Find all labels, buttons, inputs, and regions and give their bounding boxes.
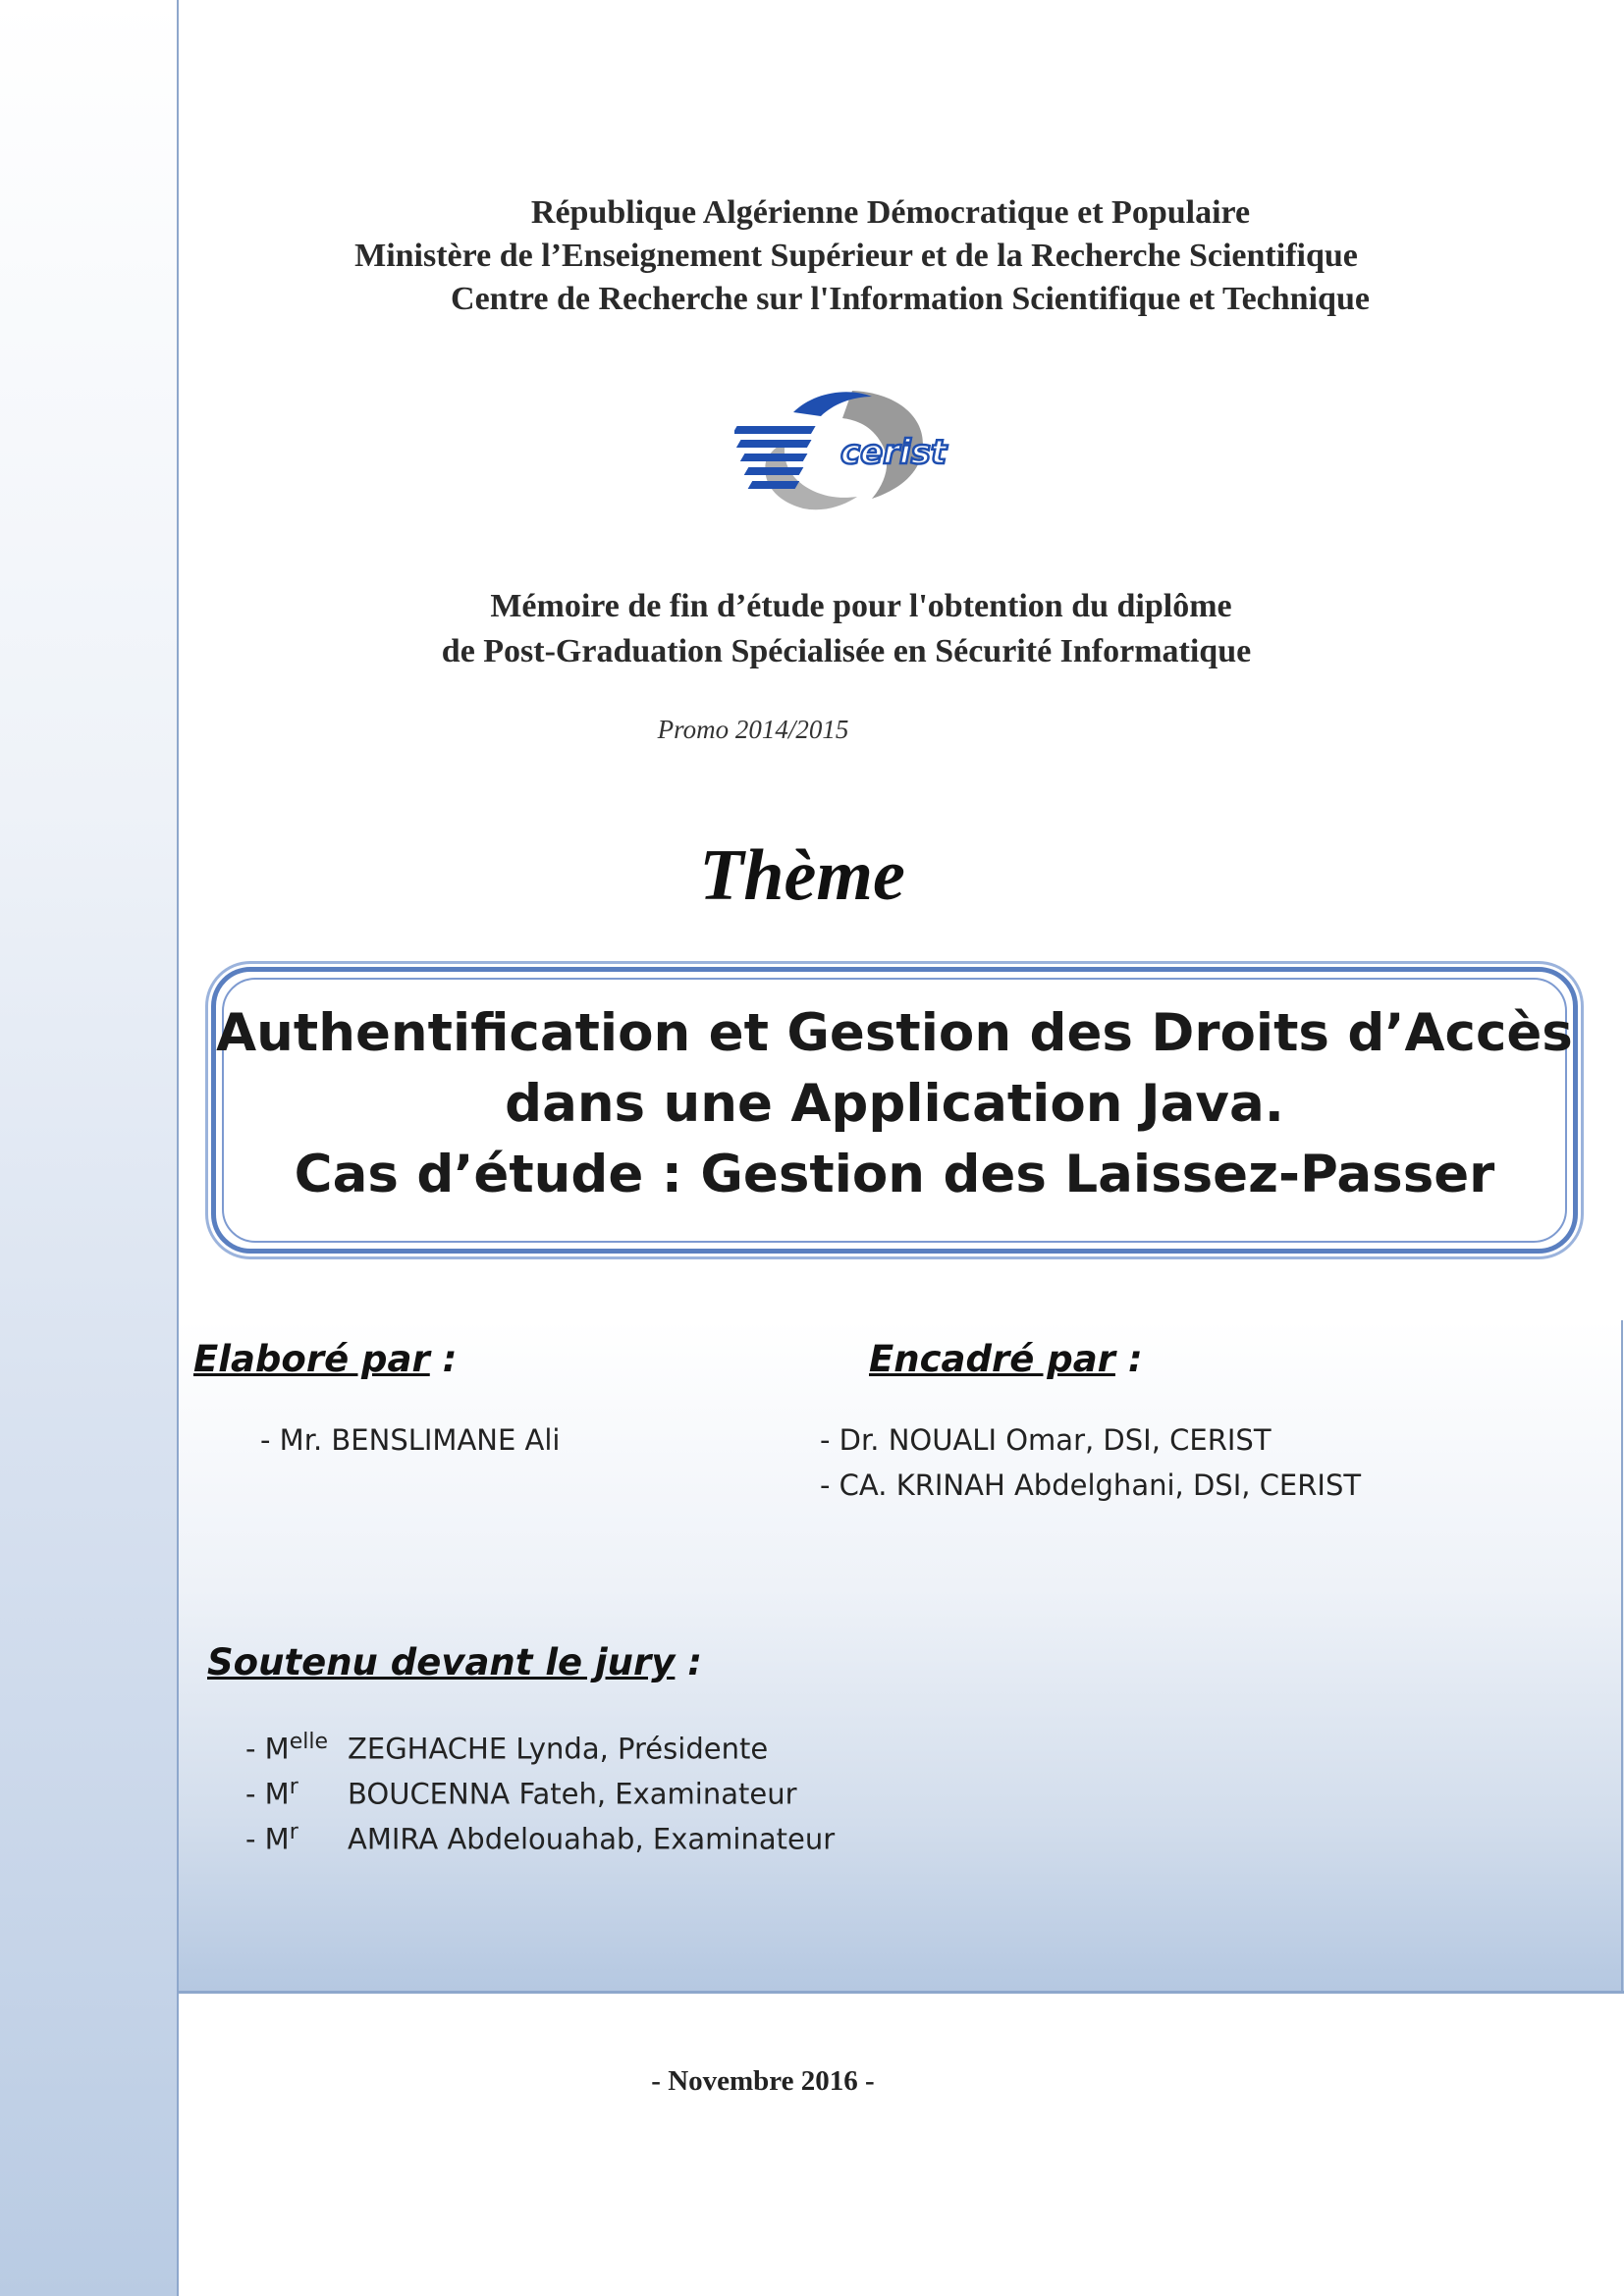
memoire-description [177, 584, 1624, 674]
elabore-label-suffix: : [429, 1338, 458, 1380]
header-line-2: Ministère de l’Enseignement Supérieur et de la Recherche Scientifique [354, 238, 1358, 274]
jury-member-name: ZEGHACHE Lynda, Présidente [348, 1732, 769, 1766]
jury-label-suffix: : [675, 1641, 703, 1683]
thesis-title-line-3: Cas d’étude : Gestion des Laissez-Passer [294, 1145, 1495, 1204]
encadre-label-text: Encadré par [869, 1338, 1115, 1380]
thesis-title-line-2: dans une Application Java. [505, 1074, 1284, 1134]
left-gradient-band [0, 0, 179, 2296]
jury-label [207, 1641, 702, 1683]
defense-date: - Novembre 2016 - [651, 2065, 875, 2097]
encadre-label-suffix: : [1114, 1338, 1143, 1380]
jury-member-title-sup: r [289, 1820, 298, 1844]
supervisor-2: - CA. KRINAH Abdelghani, DSI, CERIST [820, 1468, 1362, 1502]
memoire-line-2: de Post-Graduation Spécialisée en Sécurité Informatique [441, 633, 1252, 669]
author-name: - Mr. BENSLIMANE Ali [260, 1423, 561, 1457]
right-edge-line [1621, 1320, 1623, 1991]
thesis-title [211, 998, 1578, 1210]
supervisor-1: - Dr. NOUALI Omar, DSI, CERIST [820, 1423, 1272, 1457]
jury-member-name: AMIRA Abdelouahab, Examinateur [348, 1822, 836, 1856]
elabore-label [193, 1338, 457, 1380]
jury-member-name: BOUCENNA Fateh, Examinateur [348, 1777, 797, 1811]
jury-member-prefix: - M [245, 1777, 290, 1811]
jury-member-prefix: - M [245, 1822, 290, 1856]
encadre-label [869, 1338, 1143, 1380]
jury-member [245, 1730, 768, 1766]
institution-header [177, 191, 1624, 321]
jury-label-text: Soutenu devant le jury [207, 1641, 676, 1683]
jury-member [245, 1820, 835, 1856]
logo-text: cerist [840, 433, 947, 472]
jury-member-title-sup: elle [289, 1730, 329, 1754]
memoire-line-1: Mémoire de fin d’étude pour l'obtention du diplôme [490, 588, 1232, 624]
elabore-label-text: Elaboré par [193, 1338, 430, 1380]
header-line-3: Centre de Recherche sur l'Information Scientifique et Technique [451, 281, 1370, 317]
cerist-logo-icon [734, 383, 962, 520]
promo-year: Promo 2014/2015 [657, 715, 849, 744]
header-line-1: République Algérienne Démocratique et Populaire [530, 194, 1251, 231]
jury-member [245, 1775, 797, 1811]
jury-member-title-sup: r [289, 1775, 298, 1799]
theme-heading: Thème [699, 835, 905, 916]
jury-member-prefix: - M [245, 1732, 290, 1766]
thesis-title-line-1: Authentification et Gestion des Droits d’Accès [216, 1003, 1573, 1063]
